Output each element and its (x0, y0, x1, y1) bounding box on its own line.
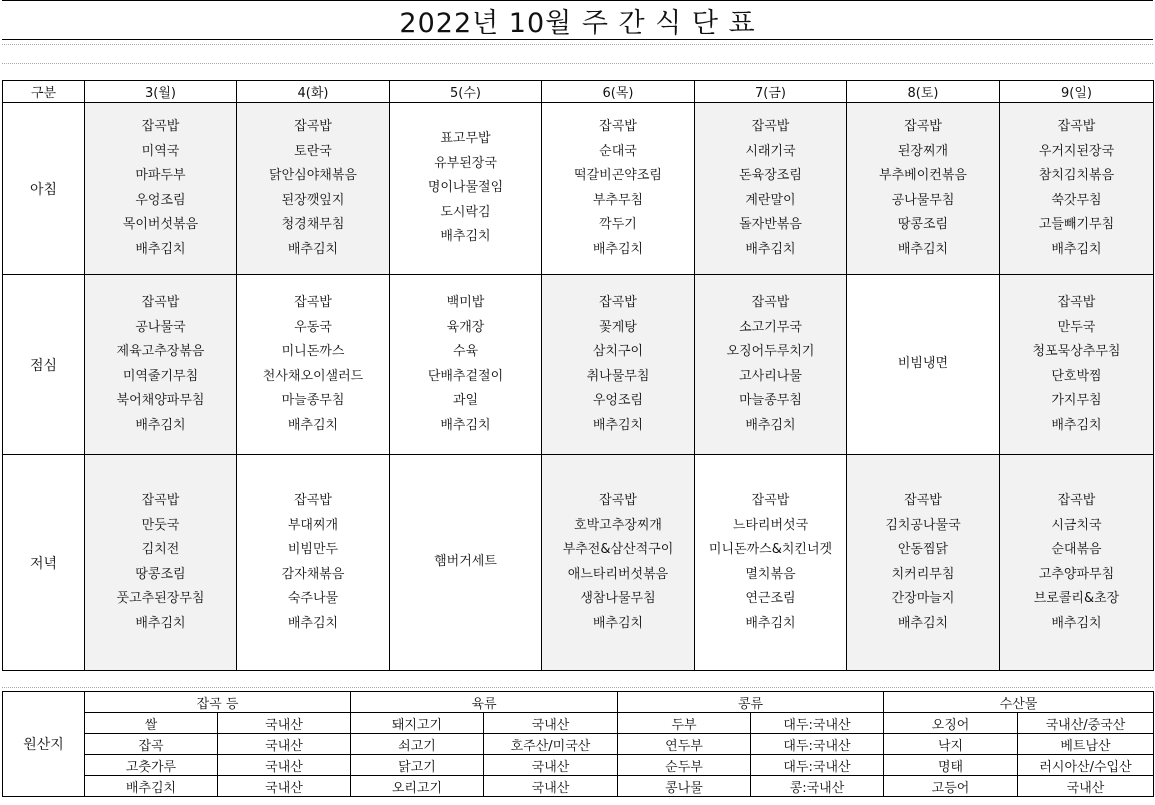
menu-item: 치커리무침 (891, 566, 955, 582)
menu-item: 안동찜닭 (897, 542, 949, 557)
menu-item: 배추김치 (287, 241, 339, 257)
menu-item: 과일 (452, 393, 479, 408)
ingredient-cell: 명태 (884, 755, 1018, 776)
menu-item: 만둣국 (141, 517, 180, 533)
day-header: 3(월) (85, 81, 237, 103)
origin-group-row (3, 692, 1154, 713)
ingredient-cell: 낙지 (884, 734, 1018, 755)
menu-item: 배추김치 (287, 615, 339, 631)
menu-item: 부대찌개 (287, 517, 339, 533)
meal-table (2, 80, 1154, 671)
menu-item: 잡곡밥 (294, 119, 332, 134)
menu-cell (390, 275, 542, 455)
menu-item: 단호박찜 (1051, 368, 1102, 384)
menu-item: 공나물국 (135, 319, 186, 335)
divider (2, 687, 1153, 688)
menu-item: 깍두기 (599, 217, 637, 232)
origin-cell: 국내산 (218, 776, 351, 797)
menu-item: 단배추겉절이 (427, 368, 504, 384)
menu-list (542, 115, 694, 262)
menu-item: 우엉조림 (592, 393, 644, 408)
menu-item: 땅콩조림 (135, 566, 186, 582)
menu-cell (847, 275, 1000, 455)
menu-item: 생참나물무침 (580, 591, 656, 606)
menu-item: 고들빼기무침 (1038, 217, 1115, 232)
menu-item: 공나물무침 (891, 192, 955, 208)
menu-cell (1000, 455, 1154, 671)
menu-item: 풋고추된장무침 (116, 591, 205, 606)
menu-item: 잡곡밥 (599, 493, 637, 508)
origin-cell: 호주산/미국산 (484, 734, 618, 755)
origin-cell: 러시아산/수입산 (1018, 755, 1154, 776)
menu-item: 배추김치 (745, 417, 796, 433)
menu-item: 배추김치 (440, 417, 491, 433)
menu-item: 닭안심야채볶음 (269, 168, 357, 183)
menu-item: 취나물무침 (586, 368, 650, 384)
origin-group-header: 수산물 (884, 692, 1154, 713)
menu-item: 배추김치 (135, 615, 186, 631)
menu-list (1000, 489, 1153, 636)
menu-item: 미니돈까스&치킨너겟 (708, 542, 833, 557)
menu-item: 우거지된장국 (1038, 143, 1115, 159)
menu-item: 브로콜리&초장 (1033, 591, 1120, 606)
menu-item: 배추김치 (1051, 241, 1102, 257)
menu-item: 꽃게탕 (599, 319, 637, 335)
menu-item: 오징어두루치기 (726, 344, 815, 359)
meal-row (3, 455, 1154, 671)
ingredient-cell: 콩나물 (618, 776, 751, 797)
menu-item: 토란국 (294, 143, 332, 159)
menu-item: 잡곡밥 (294, 295, 332, 310)
menu-item: 부추베이컨볶음 (879, 168, 967, 183)
origin-group-header: 잡곡 등 (85, 692, 351, 713)
menu-item: 간장마늘지 (891, 591, 955, 606)
menu-list (85, 115, 236, 262)
menu-item: 부추전&삼산적구이 (562, 542, 674, 557)
menu-item: 잡곡밥 (294, 493, 332, 508)
menu-item: 배추김치 (287, 417, 339, 433)
ingredient-cell: 순두부 (618, 755, 751, 776)
menu-item: 잡곡밥 (1057, 493, 1096, 508)
menu-item: 잡곡밥 (1057, 295, 1096, 310)
menu-item: 땅콩조림 (897, 217, 949, 232)
origin-cell: 대두:국내산 (751, 713, 884, 734)
header-label: 구분 (3, 81, 85, 103)
menu-cell (847, 103, 1000, 275)
menu-item: 배추김치 (440, 229, 491, 245)
menu-item: 미니돈까스 (281, 344, 345, 359)
menu-item: 천사채오이샐러드 (262, 368, 364, 384)
menu-item: 떡갈비곤약조림 (574, 168, 662, 183)
ingredient-cell: 오징어 (884, 713, 1018, 734)
menu-list (847, 352, 999, 377)
menu-item: 표고무밥 (440, 131, 491, 147)
menu-list (237, 489, 389, 636)
menu-item: 배추김치 (897, 615, 949, 631)
day-header: 7(금) (695, 81, 847, 103)
menu-item: 만두국 (1057, 319, 1096, 335)
menu-item: 배추김치 (745, 615, 796, 631)
menu-list (237, 291, 389, 438)
menu-item: 비빔만두 (287, 542, 339, 557)
page-title: 2022년 10월 주 간 식 단 표 (2, 0, 1153, 40)
menu-item: 잡곡밥 (751, 295, 790, 310)
origin-cell: 베트남산 (1018, 734, 1154, 755)
menu-item: 마늘종무침 (281, 393, 345, 408)
ingredient-cell: 오리고기 (351, 776, 484, 797)
menu-list (85, 489, 236, 636)
menu-item: 마늘종무침 (739, 393, 802, 408)
ingredient-cell: 배추김치 (85, 776, 218, 797)
menu-list (542, 489, 694, 636)
menu-item: 잡곡밥 (904, 119, 942, 134)
origin-cell: 국내산/중국산 (1018, 713, 1154, 734)
menu-cell (85, 455, 237, 671)
meal-label: 저녁 (3, 455, 85, 671)
menu-item: 순대국 (599, 143, 637, 159)
menu-list (1000, 115, 1153, 262)
menu-item: 도시락김 (440, 204, 491, 220)
menu-item: 배추김치 (135, 417, 186, 433)
origin-cell: 대두:국내산 (751, 734, 884, 755)
origin-row (3, 776, 1154, 797)
divider (2, 63, 1153, 64)
origin-cell: 대두:국내산 (751, 755, 884, 776)
menu-cell (695, 455, 847, 671)
menu-cell (542, 275, 695, 455)
menu-item: 잡곡밥 (1057, 119, 1096, 134)
menu-item: 제육고추장볶음 (116, 344, 205, 359)
day-header: 6(목) (542, 81, 695, 103)
menu-item: 햄버거세트 (434, 554, 497, 570)
ingredient-cell: 연두부 (618, 734, 751, 755)
menu-item: 북어채양파무침 (116, 393, 205, 408)
ingredient-cell: 쌀 (85, 713, 218, 734)
menu-cell (237, 455, 390, 671)
header-row (3, 81, 1154, 103)
menu-item: 잡곡밥 (599, 119, 637, 134)
menu-item: 숙주나물 (287, 591, 339, 606)
ingredient-cell: 고춧가루 (85, 755, 218, 776)
menu-cell (237, 103, 390, 275)
origin-row (3, 755, 1154, 776)
origin-cell: 국내산 (484, 713, 618, 734)
origin-row (3, 734, 1154, 755)
menu-item: 소고기무국 (739, 319, 802, 335)
menu-item: 시금치국 (1051, 517, 1102, 533)
menu-item: 잡곡밥 (751, 119, 790, 134)
menu-item: 계란말이 (745, 192, 796, 208)
origin-group-header: 콩류 (618, 692, 884, 713)
ingredient-cell: 돼지고기 (351, 713, 484, 734)
meal-row (3, 275, 1154, 455)
menu-item: 부추무침 (592, 192, 644, 208)
menu-item: 잡곡밥 (141, 119, 180, 134)
menu-item: 육개장 (446, 319, 485, 335)
origin-cell: 국내산 (218, 755, 351, 776)
ingredient-cell: 닭고기 (351, 755, 484, 776)
menu-item: 배추김치 (1051, 417, 1102, 433)
menu-item: 잡곡밥 (599, 295, 637, 310)
origin-cell: 국내산 (484, 776, 618, 797)
menu-list (390, 550, 541, 575)
menu-item: 된장깻잎지 (281, 192, 345, 208)
menu-cell (542, 103, 695, 275)
menu-item: 배추김치 (897, 241, 949, 257)
meal-label: 아침 (3, 103, 85, 275)
menu-cell (695, 103, 847, 275)
menu-list (1000, 291, 1153, 438)
menu-cell (542, 455, 695, 671)
menu-cell (847, 455, 1000, 671)
origin-label: 원산지 (3, 692, 85, 797)
menu-item: 수육 (452, 344, 479, 359)
menu-item: 잡곡밥 (141, 295, 180, 310)
menu-cell (1000, 103, 1154, 275)
menu-cell (1000, 275, 1154, 455)
menu-item: 배추김치 (135, 241, 186, 257)
meal-label: 점심 (3, 275, 85, 455)
menu-cell (390, 103, 542, 275)
menu-item: 명이나물절임 (427, 180, 504, 196)
menu-list (695, 115, 846, 262)
menu-item: 미역국 (141, 143, 180, 159)
menu-item: 김치공나물국 (885, 517, 961, 533)
menu-list (847, 489, 999, 636)
menu-item: 돈육장조림 (739, 168, 802, 183)
menu-item: 배추김치 (592, 417, 644, 433)
menu-list (85, 291, 236, 438)
menu-item: 배추김치 (745, 241, 796, 257)
origin-cell: 국내산 (218, 713, 351, 734)
menu-item: 우동국 (294, 319, 332, 335)
menu-item: 잡곡밥 (904, 493, 942, 508)
day-header: 4(화) (237, 81, 390, 103)
day-header: 9(일) (1000, 81, 1154, 103)
origin-table (2, 691, 1154, 797)
menu-item: 참치김치볶음 (1038, 168, 1115, 183)
menu-item: 마파두부 (135, 168, 186, 183)
menu-item: 애느타리버섯볶음 (567, 566, 669, 582)
menu-item: 멸치볶음 (745, 566, 796, 582)
menu-cell (237, 275, 390, 455)
menu-item: 느타리버섯국 (732, 517, 809, 533)
menu-item: 청포묵상추무침 (1032, 344, 1121, 359)
menu-list (695, 291, 846, 438)
origin-cell: 국내산 (1018, 776, 1154, 797)
menu-item: 미역줄기무침 (122, 368, 199, 384)
menu-cell (85, 103, 237, 275)
menu-item: 시래기국 (745, 143, 796, 159)
menu-item: 삼치구이 (592, 344, 644, 359)
menu-list (237, 115, 389, 262)
day-header: 8(토) (847, 81, 1000, 103)
menu-item: 목이버섯볶음 (122, 217, 199, 232)
menu-cell (695, 275, 847, 455)
menu-item: 가지무침 (1051, 393, 1102, 408)
menu-item: 쑥갓무침 (1051, 192, 1102, 208)
menu-item: 돌자반볶음 (739, 217, 802, 232)
menu-item: 배추김치 (592, 241, 644, 257)
menu-list (847, 115, 999, 262)
menu-item: 호박고추장찌개 (574, 517, 662, 533)
menu-item: 백미밥 (446, 295, 485, 310)
origin-cell: 국내산 (484, 755, 618, 776)
menu-cell (85, 275, 237, 455)
ingredient-cell: 고등어 (884, 776, 1018, 797)
menu-item: 고추양파무침 (1038, 566, 1115, 582)
menu-item: 배추김치 (592, 615, 644, 631)
menu-list (390, 291, 541, 438)
menu-list (695, 489, 846, 636)
menu-item: 순대볶음 (1051, 542, 1102, 557)
meal-row (3, 103, 1154, 275)
menu-item: 연근조림 (745, 591, 796, 606)
menu-item: 배추김치 (1051, 615, 1102, 631)
menu-item: 김치전 (141, 542, 180, 557)
menu-item: 청경채무침 (281, 217, 345, 232)
ingredient-cell: 두부 (618, 713, 751, 734)
ingredient-cell: 잡곡 (85, 734, 218, 755)
origin-cell: 콩:국내산 (751, 776, 884, 797)
menu-item: 고사리나물 (739, 368, 802, 384)
menu-item: 비빔냉면 (897, 356, 949, 372)
origin-row (3, 713, 1154, 734)
menu-item: 된장찌개 (897, 143, 949, 159)
menu-list (542, 291, 694, 438)
origin-group-header: 육류 (351, 692, 618, 713)
menu-item: 잡곡밥 (751, 493, 790, 508)
menu-cell (390, 455, 542, 671)
menu-list (390, 127, 541, 250)
origin-cell: 국내산 (218, 734, 351, 755)
menu-item: 유부된장국 (434, 155, 497, 171)
divider (2, 44, 1153, 45)
menu-item: 감자채볶음 (281, 566, 345, 582)
menu-item: 잡곡밥 (141, 493, 180, 508)
menu-item: 우엉조림 (135, 192, 186, 208)
day-header: 5(수) (390, 81, 542, 103)
ingredient-cell: 쇠고기 (351, 734, 484, 755)
